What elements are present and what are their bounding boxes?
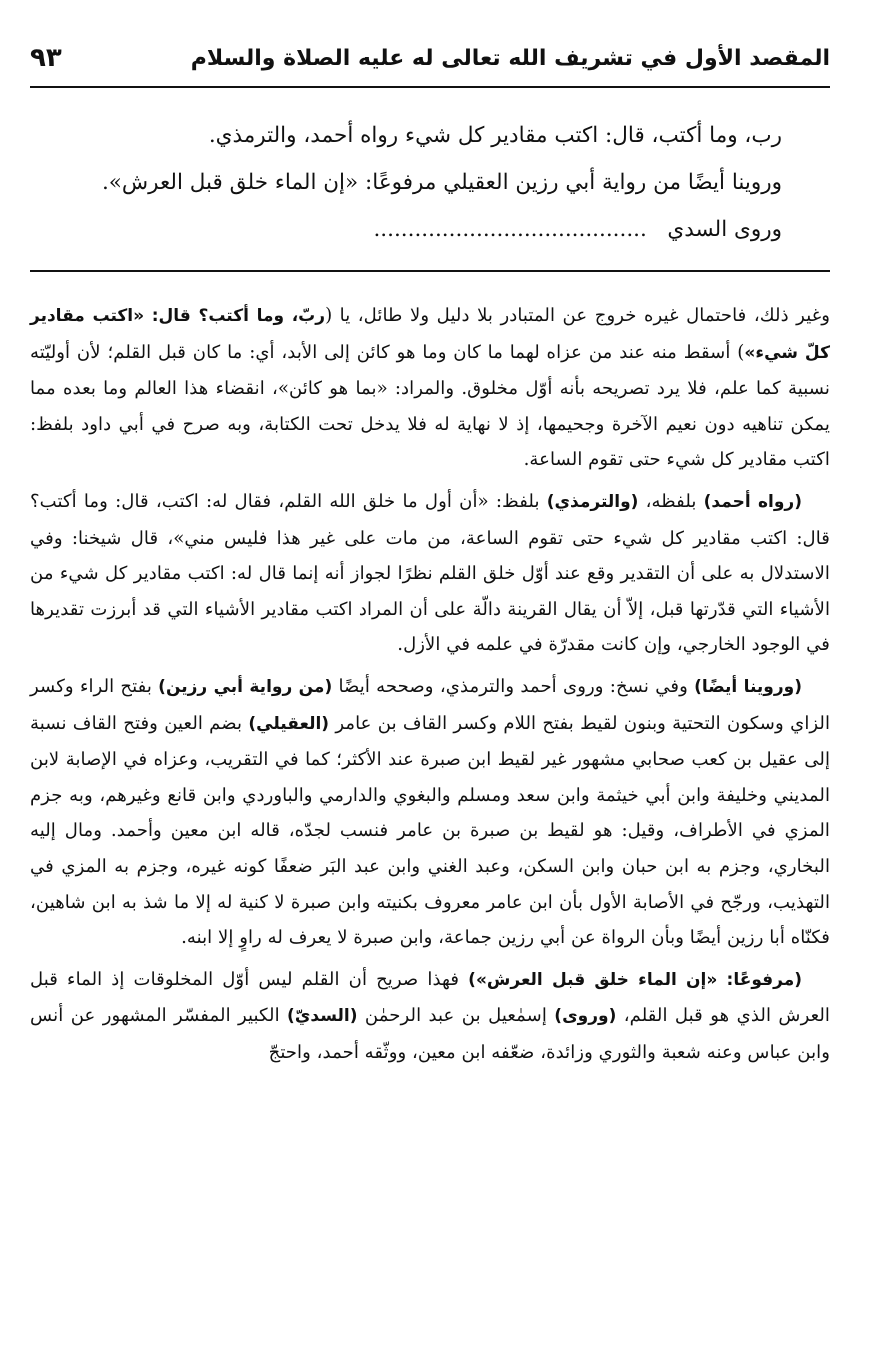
commentary-text-run: بضم العين وفتح القاف نسبة إلى عقيل بن كعب صحابي مشهور غير لقيط ابن صبرة عند الأكثر؛ كما في التقريب، وعزاه في الإصابة لابن المديني وخليفة وابن أبي خيثمة وابن سعد ومسلم والبغوي والدارمي والباوردي وابن قانع وغيرهم، وبه جزم المزي في الأطراف، وقيل: هو لقيط بن صبرة بن عامر فنسب لجدّه، قاله ابن معين وأحمد. ومال إليه البخاري، وجزم به ابن حبان وابن السكن، وعبد الغني وابن عبد البَر ضعفًا كونه غيره، وجزم به المزي في التهذيب، ورجّح في الأصابة الأول بأن ابن عامر معروف بكنيته وابن صبرة لا كنية له إلا ما شذ به ابن شاهين، فكنّاه أبا رزين أيضًا وبأن الرواة عن أبي رزين جماعة، وابن صبرة لا يعرف له راوٍ إلا ابنه. — [30, 712, 831, 949]
commentary-paragraph-3 — [30, 669, 830, 956]
matn-line-3-text: وروى السدي — [667, 217, 782, 242]
lemma-bold: (وروى) — [554, 1006, 617, 1027]
commentary-text-run: الكبير المفسّر المشهور عن أنس وابن عباس وعنه شعبة والثوري وزائدة، ضعّفه ابن معين، ووثّقه أحمد، واحتجّ — [30, 1005, 830, 1063]
commentary-text-run: وفي نسخ: وروى أحمد والترمذي، وصححه أيضًا — [332, 675, 695, 697]
matn-line-1: رب، وما أكتب، قال: اكتب مقادير كل شيء رواه أحمد، والترمذي. — [208, 123, 782, 148]
lemma-bold: (مرفوعًا: «إن الماء خلق قبل العرش») — [468, 969, 802, 990]
commentary-text-run: بلفظ: «أن أول ما خلق الله القلم، فقال له: اكتب، قال: وما أكتب؟ قال: اكتب مقادير كل شيء حتى تقوم الساعة، من مات على غير هذا فليس مني»، قال شيخنا: وفي الاستدلال به على أن التقدير وقع عند أوّل خلق القلم نظرًا لجواز أنه إنما قال له: اكتب مقادير كل شيء من الأشياء التي قدّرتها قبل، إلاّ أن يقال القرينة دالّة على أن المراد اكتب مقادير الأشياء التي قد أبرزت تقديرها في الوجود الخارجي، وإن كانت مقدرّة في علمه في الأزل. — [30, 490, 830, 656]
lemma-bold: (وروينا أيضًا) — [694, 676, 802, 697]
commentary-text-run: بلفظه، — [638, 490, 704, 512]
lemma-bold: (والترمذي) — [546, 491, 639, 512]
lemma-bold: (من رواية أبي رزين) — [158, 676, 333, 697]
page-number: ٩٣ — [30, 43, 62, 73]
lemma-bold: (العقيلي) — [248, 713, 330, 734]
lemma-bold: (السديّ) — [287, 1006, 358, 1027]
running-title: المقصد الأول في تشريف الله تعالى له عليه الصلاة والسلام — [190, 45, 830, 71]
matn-separator-rule — [30, 270, 830, 272]
commentary-text-run: بفتح الراء وكسر الزاي وسكون التحتية وبنون لقيط بفتح اللام وكسر القاف بن عامر — [30, 675, 830, 734]
commentary-paragraph-4 — [30, 962, 830, 1071]
commentary-text-run: ) أسقط منه عند من عزاه لهما ما كان وما هو كائن إلى الأبد، أي: ما كان قبل القلم؛ لأن أوليّته نسبية كما علم، فلا يرد تصريحه بأنه أوّل مخلوق. والمراد: «بما هو كائن»، انقضاء هذا العالم وما بعده مما يمكن تناهيه دون نعيم الآخرة وجحيمها، إذ لا نهاية له فلا يدخل تحت الكتابة، وبه صرح في أبي داود بلفظ: اكتب مقادير كل شيء حتى تقوم الساعة. — [30, 341, 830, 471]
continuation-dots: ........................................ — [373, 217, 647, 242]
commentary-text-run: وغير ذلك، فاحتمال غيره خروج عن المتبادر بلا دليل ولا طائل، يا ( — [325, 305, 830, 326]
commentary-paragraph-1 — [30, 298, 830, 478]
commentary-text — [30, 298, 830, 1070]
lemma-bold: ربّ، وما أكتب؟ قال: «اكتب مقادير كلّ شيء» — [30, 306, 830, 363]
lemma-bold: (رواه أحمد) — [703, 491, 802, 512]
matn-line-2: وروينا أيضًا من رواية أبي رزين العقيلي مرفوعًا: «إن الماء خلق قبل العرش». — [101, 170, 782, 195]
header-rule — [30, 86, 830, 88]
commentary-text-run: فهذا صريح أن القلم ليس أوّل المخلوقات إذ الماء قبل العرش الذي هو قبل القلم، — [30, 968, 830, 1027]
commentary-paragraph-2 — [30, 484, 830, 663]
matn-text — [30, 112, 782, 253]
matn-line-3 — [30, 206, 782, 253]
running-head — [30, 38, 830, 78]
commentary-text-run: إسمٰعيل بن عبد الرحمٰن — [357, 1005, 555, 1027]
